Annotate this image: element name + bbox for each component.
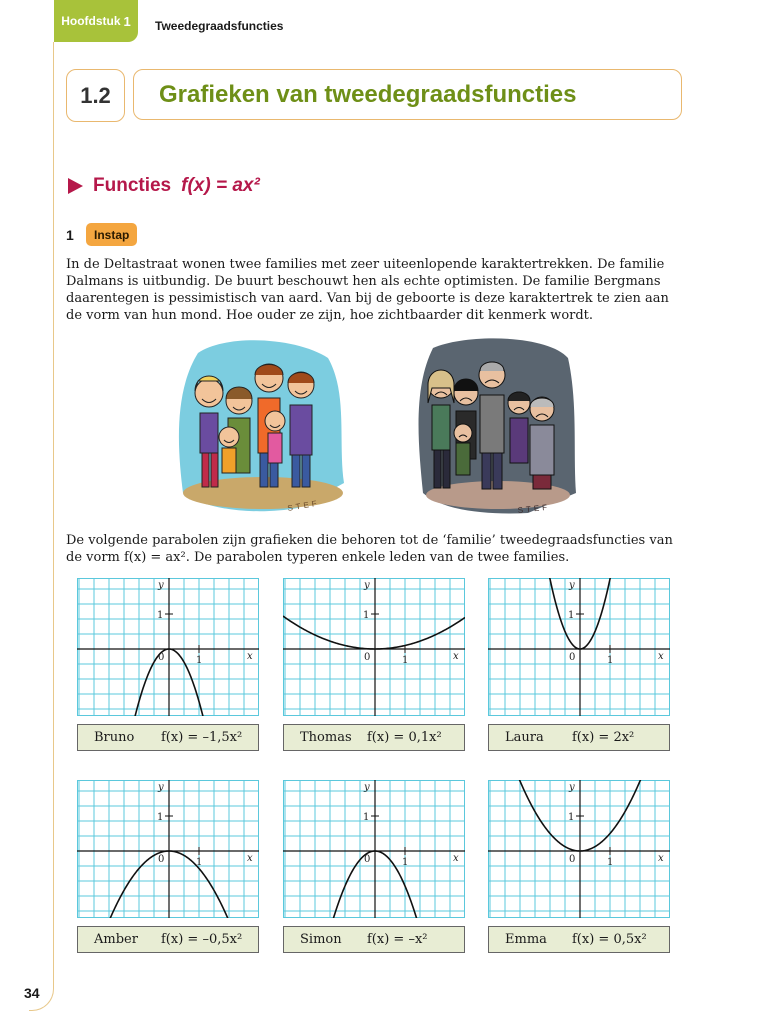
subsection-formula: f(x) = ax² [181, 175, 260, 196]
illustration-signature: STEF [286, 498, 321, 513]
y-axis-label: y [569, 580, 575, 591]
x-unit-label: 1 [196, 655, 203, 666]
parabola-graph-amber [77, 780, 259, 918]
graph-border [78, 781, 259, 918]
gloomy-family-illustration [418, 333, 576, 515]
chapter-number: 1 [123, 13, 131, 29]
origin-label: 0 [569, 854, 576, 865]
function-formula: f(x) = –0,5x² [161, 932, 243, 947]
y-unit-label: 1 [157, 812, 164, 823]
triangle-bullet-icon [68, 178, 83, 194]
section-number: 1.2 [80, 82, 111, 108]
person-name: Thomas [300, 730, 352, 745]
parabola-graph-simon [283, 780, 465, 918]
x-unit-label: 1 [607, 655, 614, 666]
y-unit-label: 1 [568, 610, 575, 621]
graph-label-box [77, 926, 259, 953]
function-formula: f(x) = 2x² [572, 730, 635, 745]
chapter-title: Tweedegraadsfuncties [155, 19, 284, 33]
y-axis-label: y [569, 782, 575, 793]
person-name: Simon [300, 932, 342, 947]
graphs-intro-paragraph: De volgende parabolen zijn grafieken die behoren tot de ‘familie’ tweedegraadsfuncties van de vorm f(x) = ax². De parabolen typeren enkele leden van de twee families. [66, 533, 673, 565]
graph-label-box [77, 724, 259, 751]
subsection-title: Functies [93, 175, 172, 196]
graph-label-box [488, 926, 670, 953]
y-unit-label: 1 [363, 812, 370, 823]
subsection-heading [68, 175, 260, 197]
person-name: Amber [94, 932, 138, 947]
y-axis-label: y [364, 782, 370, 793]
chapter-label: Hoofdstuk [61, 14, 121, 28]
exercise-number: 1 [66, 227, 74, 243]
y-unit-label: 1 [363, 610, 370, 621]
x-axis-label: x [453, 853, 459, 864]
function-formula: f(x) = 0,1x² [367, 730, 442, 745]
graph-border [489, 781, 670, 918]
x-axis-label: x [658, 853, 664, 864]
parabola-curve [77, 649, 259, 716]
section-title-box [133, 69, 682, 120]
person-name: Bruno [94, 730, 135, 745]
x-axis-label: x [247, 853, 253, 864]
instap-badge: Instap [86, 223, 137, 246]
graph-border [489, 579, 670, 716]
parabola-graph-thomas [283, 578, 465, 716]
happy-family-illustration [178, 333, 344, 515]
function-formula: f(x) = –x² [367, 932, 428, 947]
function-formula: f(x) = 0,5x² [572, 932, 647, 947]
x-unit-label: 1 [402, 857, 409, 868]
parabola-graph-bruno [77, 578, 259, 716]
x-unit-label: 1 [402, 655, 409, 666]
illustration-signature: STEF [517, 502, 551, 515]
graph-label-box [283, 724, 465, 751]
section-title: Grafieken van tweedegraadsfuncties [159, 80, 577, 108]
parabola-graph-emma [488, 780, 670, 918]
origin-label: 0 [364, 854, 371, 865]
origin-label: 0 [158, 652, 165, 663]
intro-paragraph: In de Deltastraat wonen twee families met zeer uiteenlopende karaktertrekken. De familie Dalmans is uitbundig. De buurt beschouwt hen als echte optimisten. De familie Bergmans daarentegen is pessimistisch van aard. Van bij de geboorte is deze karaktertrek te zien aan de vorm van hun mond. Hoe ouder ze zijn, hoe zichtbaarder dit kenmerk wordt. [66, 257, 669, 323]
x-axis-label: x [247, 651, 253, 662]
chapter-tab [54, 0, 138, 42]
page-number: 34 [24, 985, 40, 1001]
person-name: Laura [505, 730, 544, 745]
parabola-graph-laura [488, 578, 670, 716]
parabola-curve [77, 851, 259, 918]
graph-border [78, 579, 259, 716]
x-unit-label: 1 [196, 857, 203, 868]
graph-label-box [283, 926, 465, 953]
origin-label: 0 [364, 652, 371, 663]
y-axis-label: y [364, 580, 370, 591]
person-name: Emma [505, 932, 547, 947]
section-number-box [66, 69, 125, 122]
y-unit-label: 1 [157, 610, 164, 621]
graph-border [284, 579, 465, 716]
x-axis-label: x [453, 651, 459, 662]
y-unit-label: 1 [568, 812, 575, 823]
y-axis-label: y [158, 580, 164, 591]
graph-label-box [488, 724, 670, 751]
function-formula: f(x) = –1,5x² [161, 730, 243, 745]
x-unit-label: 1 [607, 857, 614, 868]
origin-label: 0 [158, 854, 165, 865]
parabola-curve [283, 616, 465, 649]
graph-border [284, 781, 465, 918]
parabola-curve [283, 851, 465, 918]
page-margin-rule [53, 42, 54, 987]
y-axis-label: y [158, 782, 164, 793]
origin-label: 0 [569, 652, 576, 663]
x-axis-label: x [658, 651, 664, 662]
